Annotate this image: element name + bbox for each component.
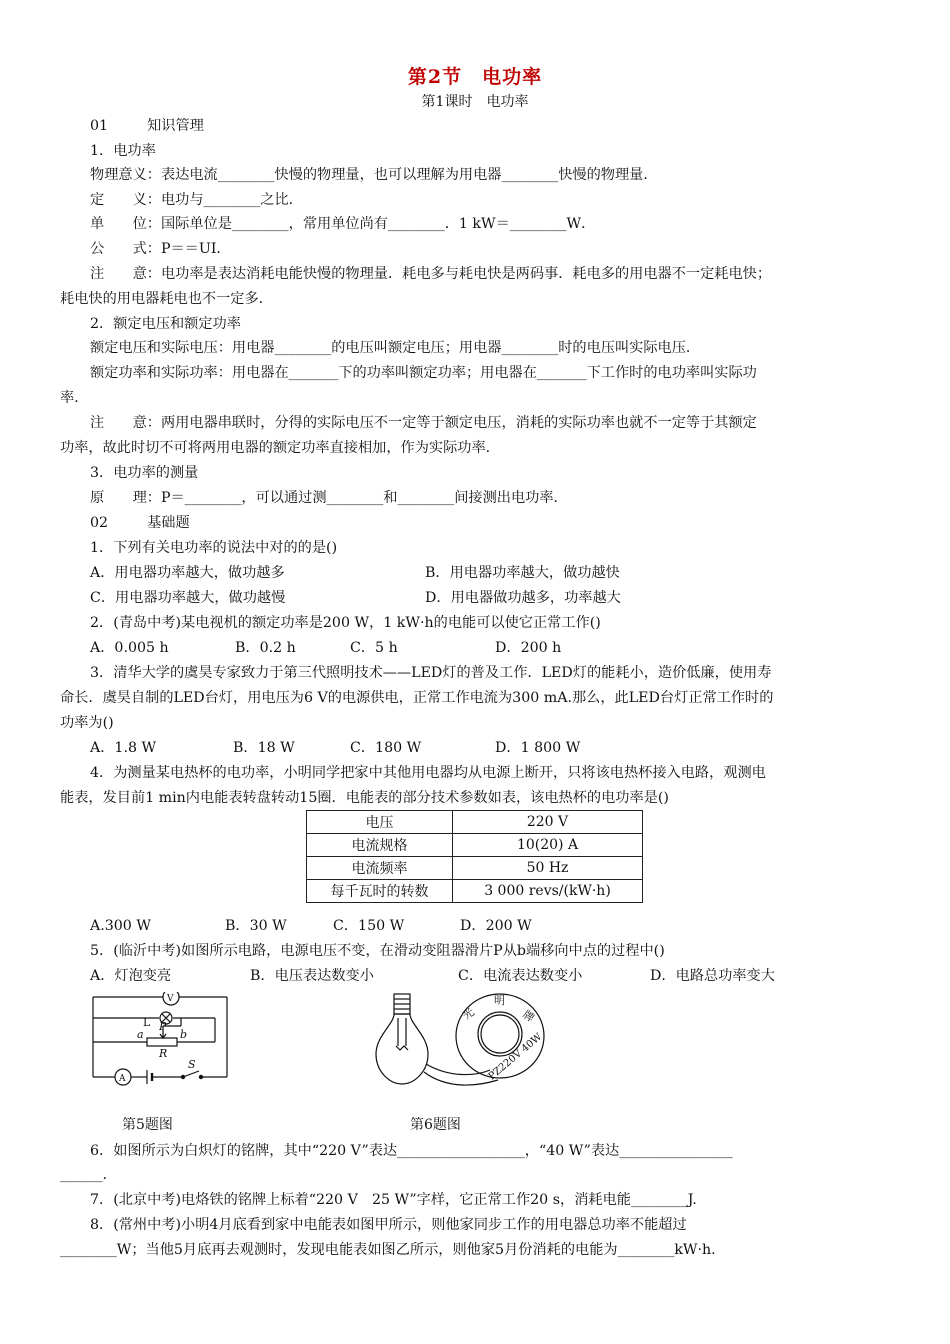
fig5-label-a: a	[137, 1028, 144, 1041]
plate-char-3: 牌	[520, 1007, 537, 1025]
table-row	[307, 834, 643, 857]
option-a: A．1.8 W	[90, 740, 157, 756]
option-c: C．用电器功率越大，做功越慢	[90, 590, 286, 606]
option-c: C．5 h	[350, 640, 398, 656]
option-a: A．灯泡变亮	[90, 968, 172, 984]
knowledge-line: 2．额定电压和额定功率	[90, 316, 241, 332]
section-number: 01	[90, 118, 109, 134]
fig5-label-b: b	[180, 1028, 188, 1041]
knowledge-line: 额定功率和实际功率：用电器在_______下的功率叫额定功率；用电器在_______下工作时的电功率叫实际功	[90, 365, 757, 381]
plate-rating: PZ220V 40W	[486, 1031, 545, 1083]
question-stem: 7．(北京中考)电烙铁的铭牌上标着“220 V 25 W”字样，它正常工作20 s，消耗电能________J.	[90, 1192, 697, 1208]
rheostat-symbol	[147, 1038, 177, 1046]
option-b: B．0.2 h	[235, 640, 296, 656]
table-row	[307, 857, 643, 880]
question-stem: 5．(临沂中考)如图所示电路，电源电压不变，在滑动变阻器滑片P从b端移向中点的过程中()	[90, 943, 665, 959]
option-b: B．电压表达数变小	[250, 968, 374, 984]
question-stem: 3．清华大学的虞昊专家致力于第三代照明技术——LED灯的普及工作．LED灯的能耗小，造价低廉，使用寿	[90, 665, 772, 681]
fig5-label-a-meter: A	[119, 1074, 126, 1084]
circuit-diagram	[85, 992, 235, 1088]
plate-char-1: 光	[460, 1005, 477, 1023]
knowledge-line: 单 位：国际单位是________，常用单位尚有________．1 kW＝________W．	[90, 216, 596, 232]
question-stem: 能表，发目前1 min内电能表转盘转动15圈．电能表的部分技术参数如表，该电热杯的电功率是()	[60, 790, 669, 806]
option-b: B．18 W	[233, 740, 295, 756]
option-a: A．用电器功率越大，做功越多	[90, 565, 285, 581]
bulb-nameplate-figure	[368, 990, 558, 1090]
figure-6-caption: 第6题图	[410, 1117, 461, 1133]
option-b: B．30 W	[225, 918, 287, 934]
knowledge-line: 公 式：P＝＝UI．	[90, 241, 231, 257]
knowledge-line: 注 意：电功率是表达消耗电能快慢的物理量．耗电多与耗电快是两码事．耗电多的用电器不一定耗电快；	[90, 266, 772, 282]
bulb-glass	[376, 1014, 428, 1084]
option-a: A.300 W	[90, 918, 151, 934]
table-cell: 电压	[307, 811, 453, 834]
section-number: 02	[90, 515, 109, 531]
table-cell: 50 Hz	[453, 857, 643, 880]
knowledge-line: 原 理：P＝________，可以通过测________和________间接测出电功率．	[90, 490, 568, 506]
table-cell: 电流频率	[307, 857, 453, 880]
option-d: D．1 800 W	[495, 740, 581, 756]
question-stem: 8．(常州中考)小明4月底看到家中电能表如图甲所示，则他家同步工作的用电器总功率不能超过	[90, 1217, 687, 1233]
question-stem: ______．	[60, 1167, 117, 1183]
question-stem: 4．为测量某电热杯的电功率，小明同学把家中其他用电器均从电源上断开，只将该电热杯接入电路，观测电	[90, 765, 766, 781]
table-row	[307, 811, 643, 834]
section-heading-label: 基础题	[147, 515, 190, 531]
page-subtitle: 第1课时 电功率	[421, 94, 529, 110]
option-d: D．用电器做功越多，功率越大	[425, 590, 621, 606]
fig5-label-l: L	[143, 1016, 151, 1029]
section-heading-knowledge	[90, 114, 926, 138]
fig5-label-v: V	[167, 994, 174, 1004]
table-cell: 电流规格	[307, 834, 453, 857]
page-title: 第2节 电功率	[407, 66, 543, 88]
fig5-label-p: P	[159, 1020, 167, 1033]
section-heading-label: 知识管理	[147, 118, 204, 134]
table-cell: 3 000 revs/(kW·h)	[453, 880, 643, 903]
meter-spec-table	[306, 810, 643, 903]
question-stem: 命长．虞昊自制的LED台灯，用电压为6 V的电源供电，正常工作电流为300 mA.那么，此LED台灯正常工作时的	[60, 690, 774, 706]
section-heading-basic	[90, 511, 926, 535]
question-stem: 2．(青岛中考)某电视机的额定功率是200 W，1 kW·h的电能可以使它正常工作()	[90, 615, 601, 631]
knowledge-line: 3．电功率的测量	[90, 465, 199, 481]
table-cell: 10(20) A	[453, 834, 643, 857]
knowledge-line: 耗电快的用电器耗电也不一定多．	[60, 291, 273, 307]
table-row	[307, 880, 643, 903]
option-c: C．150 W	[333, 918, 405, 934]
knowledge-line: 定 义：电功与________之比．	[90, 192, 303, 208]
question-stem: ________W；当他5月底再去观测时，发现电能表如图乙所示，则他家5月份消耗的电能为________kW·h.	[60, 1242, 716, 1258]
figure-5-caption: 第5题图	[122, 1117, 173, 1133]
knowledge-line: 注 意：两用电器串联时，分得的实际电压不一定等于额定电压，消耗的实际功率也就不一定等于其额定	[90, 415, 757, 431]
knowledge-line: 功率，故此时切不可将两用电器的额定功率直接相加，作为实际功率．	[60, 440, 500, 456]
question-stem: 1．下列有关电功率的说法中对的的是()	[90, 540, 338, 556]
knowledge-line: 物理意义：表达电流________快慢的物理量，也可以理解为用电器________快慢的物理量．	[90, 167, 658, 183]
option-d: D．电路总功率变大	[650, 968, 775, 984]
plate-char-2: 明	[494, 994, 505, 1007]
option-d: D．200 h	[495, 640, 562, 656]
fig5-label-s: S	[188, 1058, 196, 1071]
question-stem: 6．如图所示为白炽灯的铭牌，其中“220 V”表达__________________，“40 W”表达________________	[90, 1143, 733, 1159]
fig5-label-r: R	[159, 1047, 168, 1060]
table-cell: 每千瓦时的转数	[307, 880, 453, 903]
knowledge-line: 率．	[60, 390, 89, 406]
option-a: A．0.005 h	[90, 640, 169, 656]
option-c: C．电流表达数变小	[458, 968, 583, 984]
option-b: B．用电器功率越大，做功越快	[425, 565, 620, 581]
question-stem: 功率为()	[60, 715, 114, 731]
option-d: D．200 W	[460, 918, 532, 934]
option-c: C．180 W	[350, 740, 422, 756]
table-cell: 220 V	[453, 811, 643, 834]
knowledge-line: 额定电压和实际电压：用电器________的电压叫额定电压；用电器________时的电压叫实际电压．	[90, 340, 701, 356]
knowledge-line: 1．电功率	[90, 143, 156, 159]
